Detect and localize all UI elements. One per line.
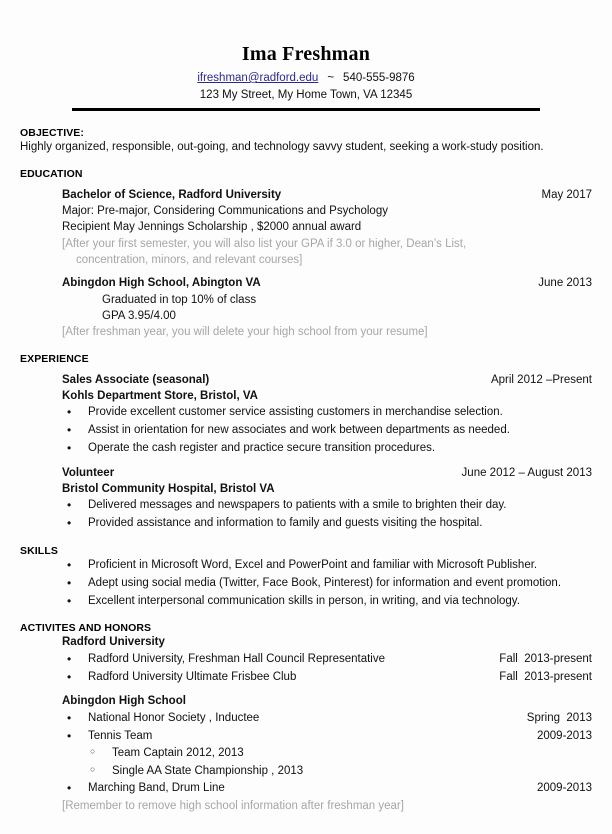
activities-group-name: Abingdon High School bbox=[62, 695, 186, 708]
activities-list bbox=[62, 710, 592, 746]
education-section bbox=[20, 168, 592, 341]
activities-list bbox=[62, 651, 592, 687]
list-item bbox=[62, 728, 592, 746]
job-organization: Bristol Community Hospital, Bristol VA bbox=[62, 483, 275, 496]
section-heading-objective: OBJECTIVE: bbox=[20, 127, 85, 140]
activity-date: 2009-2013 bbox=[537, 781, 592, 794]
activity-date: 2009-2013 bbox=[537, 729, 592, 742]
experience-entry bbox=[20, 372, 592, 458]
education-detail: Graduated in top 10% of class bbox=[102, 293, 257, 306]
list-item: • Adept using social media (Twitter, Face Book, Pinterest) for information and event promotion. bbox=[62, 575, 592, 593]
job-bullet-list bbox=[62, 404, 592, 457]
activity-text: • National Honor Society , Inductee bbox=[88, 711, 260, 724]
activities-group-name: Radford University bbox=[62, 636, 165, 649]
activity-text: • Tennis Team bbox=[88, 729, 153, 742]
contact-separator: ~ bbox=[327, 72, 335, 84]
job-title: Volunteer bbox=[62, 466, 115, 479]
education-detail: Recipient May Jennings Scholarship , $2000 annual award bbox=[62, 221, 362, 234]
education-hint: [After freshman year, you will delete your high school from your resume] bbox=[62, 326, 428, 339]
education-title: Abingdon High School, Abington VA bbox=[62, 277, 261, 290]
skills-bullet-list bbox=[62, 557, 592, 610]
experience-entry bbox=[20, 465, 592, 533]
list-item: • Excellent interpersonal communication skills in person, in writing, and via technology. bbox=[62, 593, 592, 611]
activities-group bbox=[20, 693, 592, 814]
list-item: • Provide excellent customer service assisting customers in merchandise selection. bbox=[62, 404, 592, 422]
experience-section bbox=[20, 353, 592, 533]
education-detail: GPA 3.95/4.00 bbox=[102, 309, 176, 322]
section-heading-experience: EXPERIENCE bbox=[20, 352, 89, 365]
list-item bbox=[62, 780, 592, 798]
activity-subitem-list bbox=[62, 745, 592, 780]
list-item: ○ Team Captain 2012, 2013 bbox=[84, 745, 592, 762]
list-item bbox=[62, 651, 592, 669]
education-hint-cont: concentration, minors, and relevant courses] bbox=[76, 253, 303, 266]
objective-section bbox=[20, 127, 592, 155]
list-item: • Assist in orientation for new associates and work between departments as needed. bbox=[62, 422, 592, 440]
mailing-address: 123 My Street, My Home Town, VA 12345 bbox=[199, 88, 413, 101]
activity-text: • Marching Band, Drum Line bbox=[88, 781, 225, 794]
activity-text: • Radford University Ultimate Frisbee Club bbox=[88, 670, 297, 683]
list-item bbox=[62, 710, 592, 728]
email-link[interactable]: ifreshman@radford.edu bbox=[197, 72, 319, 84]
list-item: • Operate the cash register and practice secure transition procedures. bbox=[62, 440, 592, 458]
objective-text: Highly organized, responsible, out-going, and technology savvy student, seeking a work-study position. bbox=[20, 141, 544, 154]
activities-section bbox=[20, 622, 592, 814]
education-hint: [After your first semester, you will also list your GPA if 3.0 or higher, Dean’s List, bbox=[62, 237, 467, 250]
job-date: April 2012 –Present bbox=[490, 373, 592, 386]
activities-hint: [Remember to remove high school information after freshman year] bbox=[62, 799, 404, 812]
resume-header bbox=[20, 0, 592, 111]
section-heading-skills: SKILLS bbox=[20, 545, 58, 557]
education-title: Bachelor of Science, Radford University bbox=[62, 188, 282, 201]
section-heading-activities: ACTIVITES AND HONORS bbox=[20, 622, 152, 635]
education-detail: Major: Pre-major, Considering Communications and Psychology bbox=[62, 205, 388, 217]
list-item: ○ Single AA State Championship , 2013 bbox=[84, 763, 592, 780]
list-item bbox=[62, 669, 592, 687]
job-date: June 2012 – August 2013 bbox=[461, 466, 592, 479]
education-date: June 2013 bbox=[538, 277, 592, 290]
activities-list bbox=[62, 780, 592, 798]
job-bullet-list bbox=[62, 497, 592, 533]
contact-line bbox=[20, 70, 592, 87]
list-item: • Delivered messages and newspapers to patients with a smile to brighten their day. bbox=[62, 497, 592, 515]
activity-date: Fall 2013-present bbox=[499, 652, 592, 665]
activity-date: Spring 2013 bbox=[526, 711, 592, 724]
skills-section bbox=[20, 545, 592, 610]
job-organization: Kohls Department Store, Bristol, VA bbox=[62, 389, 258, 402]
education-date: May 2017 bbox=[541, 188, 592, 201]
list-item: • Provided assistance and information to family and guests visiting the hospital. bbox=[62, 515, 592, 533]
job-title: Sales Associate (seasonal) bbox=[62, 373, 210, 386]
education-entry bbox=[62, 187, 592, 269]
candidate-name: Ima Freshman bbox=[241, 43, 371, 65]
phone-number: 540-555-9876 bbox=[343, 72, 415, 84]
list-item: • Proficient in Microsoft Word, Excel and PowerPoint and familiar with Microsoft Publisher. bbox=[62, 557, 592, 575]
activity-date: Fall 2013-present bbox=[499, 670, 592, 683]
activities-group bbox=[20, 634, 592, 686]
section-heading-education: EDUCATION bbox=[20, 167, 83, 180]
education-entry bbox=[62, 275, 592, 340]
activity-text: • Radford University, Freshman Hall Council Representative bbox=[88, 652, 385, 665]
